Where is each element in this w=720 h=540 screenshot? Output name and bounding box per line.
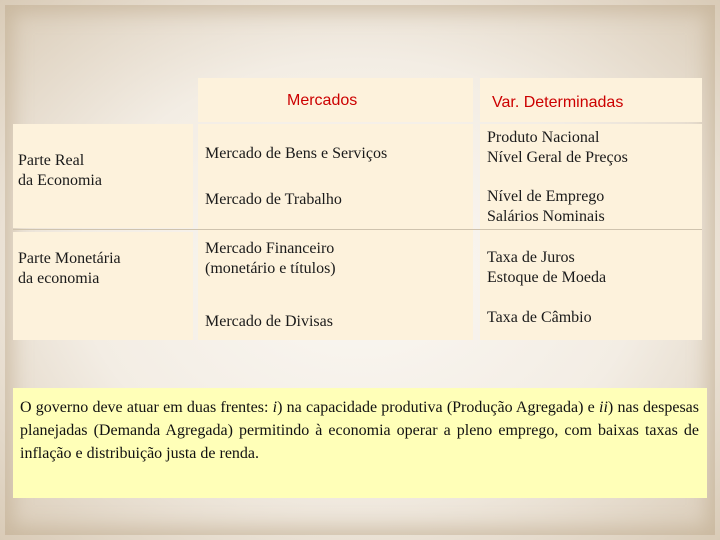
note-text-1: O governo deve atuar em duas frentes: <box>20 399 273 416</box>
note-text-2: ) na capacidade produtiva (Produção Agregada) e <box>277 399 600 416</box>
section-divider <box>13 229 702 230</box>
header-variables: Var. Determinadas <box>492 94 624 111</box>
note-text-3: ) nas despesas planejadas (Demanda Agregada) permitindo à economia operar a pleno emprego, com baixas taxas de inflação e distribuição justa de renda. <box>20 399 700 462</box>
variables-foreign-exchange: Taxa de Câmbio <box>487 309 592 326</box>
market-foreign-exchange: Mercado de Divisas <box>205 313 333 330</box>
market-goods-services: Mercado de Bens e Serviços <box>205 145 388 162</box>
note-italic-ii: ii <box>599 399 608 416</box>
note-italic-i: i <box>272 399 278 416</box>
variables-goods-services: Produto Nacional Nível Geral de Preços <box>487 129 628 166</box>
variables-labor: Nível de Emprego Salários Nominais <box>487 188 605 225</box>
section-label-real: Parte Real da Economia <box>18 152 102 189</box>
header-markets: Mercados <box>287 92 358 109</box>
section-label-monetary: Parte Monetária da economia <box>18 250 121 287</box>
market-financial: Mercado Financeiro (monetário e títulos) <box>205 240 336 277</box>
market-labor: Mercado de Trabalho <box>205 191 342 208</box>
policy-note <box>13 388 707 498</box>
variables-financial: Taxa de Juros Estoque de Moeda <box>487 249 607 286</box>
